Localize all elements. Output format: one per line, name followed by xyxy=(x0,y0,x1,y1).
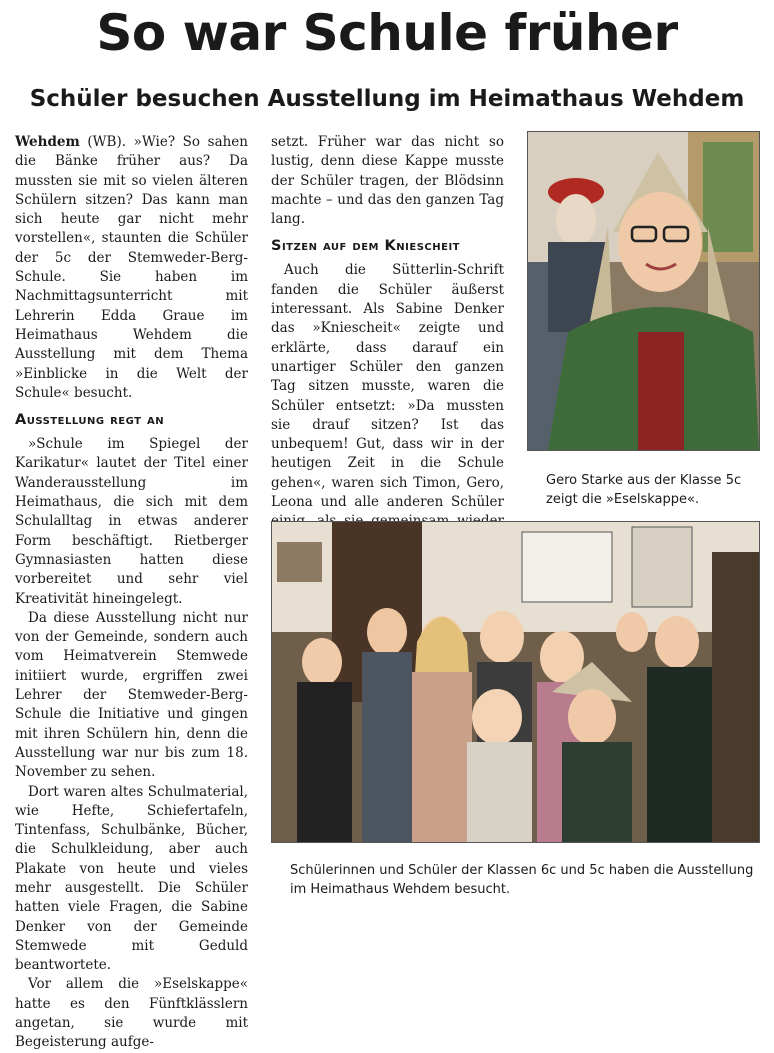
article-column-1 xyxy=(15,133,248,1053)
subheadline: Schüler besuchen Ausstellung im Heimathaus Wehdem xyxy=(29,86,745,112)
paragraph-continued: setzt. Früher war das nicht so lustig, denn diese Kappe musste der Schüler tragen, der Blödsinn machte – und das den ganzen Tag lang. xyxy=(271,134,504,228)
dateline: Wehdem xyxy=(15,134,80,150)
intro-text: (WB). »Wie? So sahen die Bänke früher aus? Da mussten sie mit so vielen älteren Schülern sitzen? Das kann man sich heute gar nicht mehr vorstellen«, staunten die Schüler der 5c der Stemweder-Berg-Schule. Sie haben im Nachmittagsunterricht mit Lehrerin Edda Graue im Heimathaus Wehdem die Ausstellung mit dem Thema »Einblicke in die Welt der Schule« besucht. xyxy=(15,134,248,401)
subhead-ausstellung: Ausstellung regt an xyxy=(15,412,165,429)
paragraph-3: Da diese Ausstellung nicht nur von der Gemeinde, sondern auch vom Heimatverein Stemwede initiiert wurde, ergriffen zwei Lehrer der Stemweder-Berg-Schule die Initiative und gingen mit ihren Schülern hin, denn die Ausstellung war nur bis zum 18. November zu sehen. xyxy=(15,609,248,781)
paragraph-kniescheit: Auch die Sütterlin-Schrift fanden die Schüler äußerst interessant. Als Sabine Denker das »Kniescheit« zeigte und erklärte, dass darauf ein unartiger Schüler den ganzen Tag sitzen musste, waren die Schüler entsetzt: »Da mussten sie drauf sitzen? Ist das unbequem! Gut, dass wir in der heutigen Zeit in die Schule gehen«, waren sich Timon, Gero, Leona und alle anderen Schüler xyxy=(271,262,504,511)
paragraph-4: Dort waren altes Schulmaterial, wie Hefte, Schiefertafeln, Tintenfass, Schulbänke, Bücher, die Schulkleidung, aber auch Plakate von heute und vieles mehr ausgestellt. Die Schüler hatten viele Fragen, die Sabine Denker von der Gemeinde Stemwede mit Geduld beantwortete. xyxy=(15,783,248,974)
paragraph-5: Vor allem die »Eselskappe« hatte es den Fünftklässlern angetan, sie wurde mit Begeisterung aufge- xyxy=(15,976,248,1051)
paragraph-2: »Schule im Spiegel der Karikatur« lautet der Titel einer Wanderausstellung im Heimathaus, die sich mit dem Schulalltag in etwas anderer Form beschäftigt. Rietberger Gymnasiasten hatten diese vorbereitet und sehr viel Kreativität hineingelegt. xyxy=(15,436,248,607)
paragraph-intro xyxy=(15,133,248,403)
photo-class-group xyxy=(271,521,760,843)
subhead-kniescheit: Sitzen auf dem Kniescheit xyxy=(271,238,460,255)
photo-caption-1: Gero Starke aus der Klasse 5c zeigt die »Eselskappe«. xyxy=(546,473,742,507)
photo-caption-2: Schülerinnen und Schüler der Klassen 6c und 5c haben die Ausstellung im Heimathaus Wehdem besucht. xyxy=(290,863,754,897)
article-column-2 xyxy=(271,133,504,551)
photo-boy-with-cap xyxy=(527,131,760,451)
headline: So war Schule früher xyxy=(96,4,678,62)
